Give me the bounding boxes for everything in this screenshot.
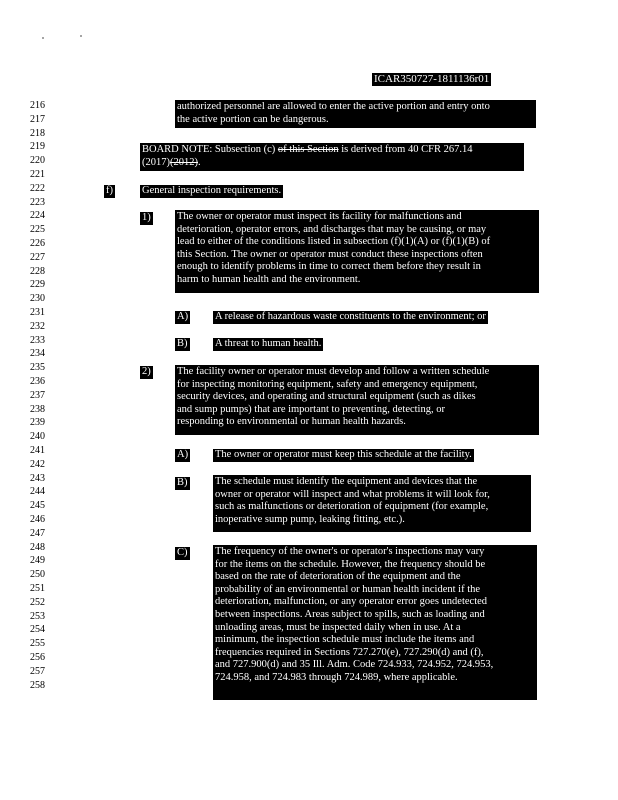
line-number: 219 [30,141,45,153]
text-line: frequencies required in Sections 727.270(e), 727.290(d) and (f), [215,646,484,658]
line-number: 228 [30,265,45,277]
item-label-f1a: A) [177,311,189,322]
item-label-f1b: B) [177,338,188,349]
text-line: probability of an environmental or human health incident if the [215,583,481,595]
text-line: 724.958, and 724.983 through 724.989, where applicable. [215,671,458,683]
line-number: 238 [30,403,45,415]
line-number: 245 [30,500,45,512]
item-label-f2c: C) [177,547,188,558]
scan-speck [80,35,82,37]
paragraph-f2b [213,475,531,532]
line-number: 251 [30,583,45,594]
text-line: The owner or operator must inspect its facility for malfunctions and [177,211,462,222]
line-number: 227 [30,251,45,263]
line-number: 247 [30,527,45,539]
line-number: 241 [30,445,45,456]
text-line: responding to environmental or human health hazards. [177,416,406,428]
item-text-f1b: A threat to human health. [215,338,322,349]
paragraph-f2c [213,545,537,700]
text-line: harm to human health and the environment. [177,273,361,285]
text-line: for inspecting monitoring equipment, safety and emergency equipment, [177,378,478,390]
line-number: 221 [30,169,45,180]
text-line: enough to identify problems in time to correct them before they result in [177,261,481,273]
line-number: 239 [30,417,45,429]
text-line: for the items on the schedule. However, the frequency should be [215,558,486,570]
line-number: 231 [30,307,45,318]
item-label-f1: 1) [142,212,151,223]
text-line: security devices, and operating and structural equipment (such as dikes [177,391,476,403]
paragraph-f2 [175,365,539,435]
text-line: deterioration, operator errors, and discharges that may be causing, or may [177,223,487,235]
line-number: 255 [30,638,45,650]
line-number: 240 [30,431,45,443]
text-line: owner or operator will inspect and what problems it will look for, [215,488,490,500]
line-number: 248 [30,541,45,553]
line-number: 253 [30,610,45,622]
board-note-line1: BOARD NOTE: Subsection (c) of this Section is derived from 40 CFR 267.14 [142,144,473,155]
text-line: this Section. The owner or operator must conduct these inspections often [177,248,483,260]
text-line: The frequency of the owner's or operator's inspections may vary [215,546,485,557]
item-text-f2a: The owner or operator must keep this schedule at the facility. [215,449,472,460]
line-number: 233 [30,334,45,346]
text-line: The facility owner or operator must develop and follow a written schedule [177,366,490,377]
line-number: 242 [30,458,45,470]
document-code: ICAR350727-1811136r01 [374,73,490,85]
line-number: 236 [30,376,45,387]
line-number: 235 [30,362,45,374]
line-number: 246 [30,514,45,525]
text-line: deterioration, malfunction, or any operator error goes undetected [215,596,488,608]
line-number: 257 [30,665,45,677]
line-number: 223 [30,196,45,208]
line-number: 222 [30,182,45,194]
paragraph-f1 [175,210,539,293]
text-line: inoperative sump pump, leaking fitting, etc.). [215,513,405,525]
line-number: 243 [30,472,45,484]
item-label-f2: 2) [142,366,151,377]
text-line: and sump pumps) that are important to preventing, detecting, or [177,403,445,415]
line-number: 229 [30,279,45,291]
line-number: 216 [30,100,45,111]
line-number: 232 [30,320,45,332]
text-line: based on the rate of deterioration of the equipment and the [215,571,461,583]
paragraph-continuation [175,100,536,128]
line-number: 220 [30,155,45,167]
line-number: 218 [30,127,45,139]
item-text-f1a: A release of hazardous waste constituents to the environment; or [215,311,486,322]
line-number: 254 [30,624,45,636]
text-line: and 727.900(d) and 35 Ill. Adm. Code 724.933, 724.952, 724.953, [215,659,494,671]
line-number: 249 [30,555,45,567]
line-number: 256 [30,652,45,663]
text-line: The schedule must identify the equipment and devices that the [215,476,478,487]
line-number: 234 [30,348,45,360]
subsection-label-f: f) [106,185,113,196]
board-note [140,143,524,171]
line-number: 224 [30,210,45,222]
item-label-f2a: A) [177,449,189,460]
board-note-line2: (2017)(2012). [142,156,201,168]
line-number: 225 [30,224,45,236]
line-number: 244 [30,486,45,498]
line-number: 258 [30,679,45,691]
text-line: authorized personnel are allowed to enter the active portion and entry onto [177,101,490,112]
item-label-f2b: B) [177,477,188,488]
line-number: 237 [30,389,45,401]
text-line: unloading areas, must be inspected daily when in use. At a [215,621,461,633]
line-number: 250 [30,569,45,581]
scan-speck [42,37,44,39]
text-line: lead to either of the conditions listed in subsection (f)(1)(A) or (f)(1)(B) of [177,236,491,248]
text-line: between inspections. Areas subject to spills, such as loading and [215,608,485,620]
line-number: 226 [30,238,45,249]
text-line: the active portion can be dangerous. [177,113,329,125]
subsection-title-f: General inspection requirements. [142,185,282,196]
text-line: such as malfunctions or deterioration of equipment (for example, [215,501,489,513]
text-line: minimum, the inspection schedule must include the items and [215,634,475,646]
line-number: 230 [30,293,45,305]
line-number: 217 [30,113,45,125]
line-number: 252 [30,596,45,608]
